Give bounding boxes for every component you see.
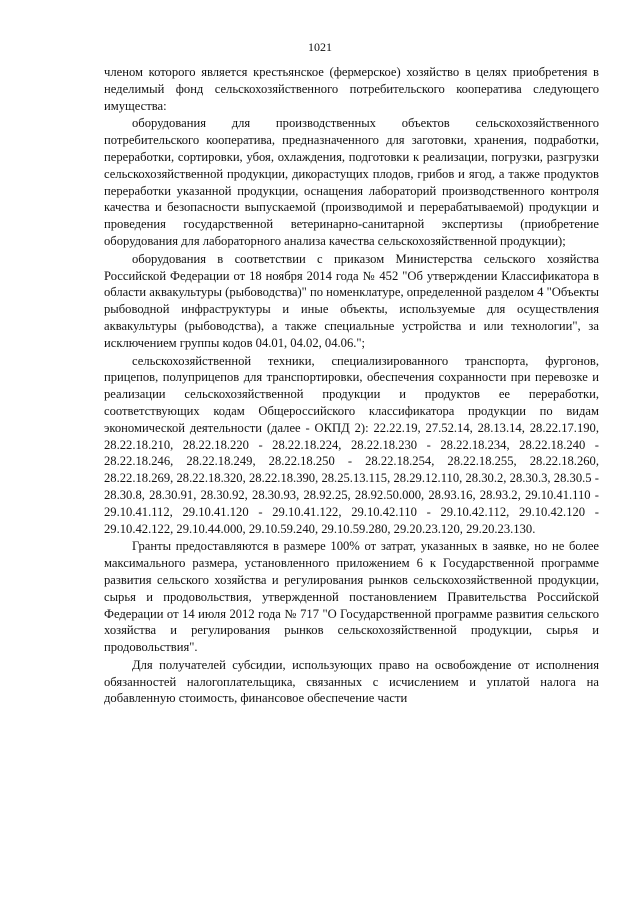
- paragraph-oborudovanie-proizvodstvo: оборудования для производственных объектов сельскохозяйственного потребительского кооператива, предназначенного для заготовки, хранения, подработки, переработки, сортировки, убоя, охлаждения, подготовки к реализации, погрузки, разгрузки сельскохозяйственной продукции, дикорастущих плодов, грибов и ягод, а также продуктов переработки указанной продукции, оснащения лабораторий производственного контроля качества и безопасности выпускаемой (производимой и перерабатываемой) продукции и проведения государственной ветеринарно-санитарной экспертизы (приобретение оборудования для лабораторного анализа качества сельскохозяйственной продукции);: [104, 116, 599, 248]
- paragraph-granty-razmer: Гранты предоставляются в размере 100% от затрат, указанных в заявке, но не более максимального размера, установленного приложением 6 к Государственной программе развития сельского хозяйства и регулирования рынков сельскохозяйственной продукции, сырья и продовольствия, утвержденной постановлением Правительства Российской Федерации от 14 июля 2012 года № 717 "О Государственной программе развития сельского хозяйства и регулирования рынков сельскохозяйственной продукции, сырья и продовольствия".: [104, 539, 599, 655]
- paragraph-poluchateli-subsidii: Для получателей субсидии, использующих право на освобождение от исполнения обязанностей налогоплательщика, связанных с исчислением и уплатой налога на добавленную стоимость, финансовое обеспечение части: [104, 657, 599, 706]
- document-body: [104, 64, 599, 708]
- paragraph-oborudovanie-akvakultura: оборудования в соответствии с приказом Министерства сельского хозяйства Российской Федерации от 18 ноября 2014 года № 452 "Об утверждении Классификатора в области аквакультуры (рыбоводства)" по номенклатуре, определенной разделом 4 "Объекты рыбоводной инфраструктуры и иные объекты, используемые для осуществления аквакультуры (рыбоводства), а также специальные устройства и или технологии", за исключением группы кодов 04.01, 04.02, 04.06.";: [104, 251, 599, 350]
- paragraph-kooperativ-intro: членом которого является крестьянское (фермерское) хозяйство в целях приобретения в неделимый фонд сельскохозяйственного потребительского кооператива следующего имущества:: [104, 65, 599, 113]
- paragraph-tekhnika-okpd: сельскохозяйственной техники, специализированного транспорта, фургонов, прицепов, полуприцепов для транспортировки, обеспечения сохранности при перевозке и реализации сельскохозяйственной продукции и продуктов ее переработки, соответствующих кодам Общероссийского классификатора продукции по видам экономической деятельности (далее - ОКПД 2): 22.22.19, 27.52.14, 28.13.14, 28.22.17.190, 28.22.18.210, 28.22.18.220 - 28.22.18.224, 28.22.18.230 - 28.22.18.234, 28.22.18.240 - 28.22.18.246, 28.22.18.249, 28.22.18.250 - 28.22.18.254, 28.22.18.255, 28.22.18.260, 28.22.18.269, 28.22.18.320, 28.22.18.390, 28.25.13.115, 28.29.12.110, 28.30.2, 28.30.3, 28.30.5 - 28.30.8, 28.30.91, 28.30.92, 28.30.93, 28.92.25, 28.92.50.000, 28.93.16, 28.93.2, 29.10.41.110 - 29.10.41.112, 29.10.41.120 - 29.10.41.122, 29.10.42.110 - 29.10.42.112, 29.10.42.120 - 29.10.42.122, 29.10.44.000, 29.10.59.240, 29.10.59.280, 29.20.23.120, 29.20.23.130.: [104, 353, 599, 536]
- page-number: 1021: [308, 40, 332, 54]
